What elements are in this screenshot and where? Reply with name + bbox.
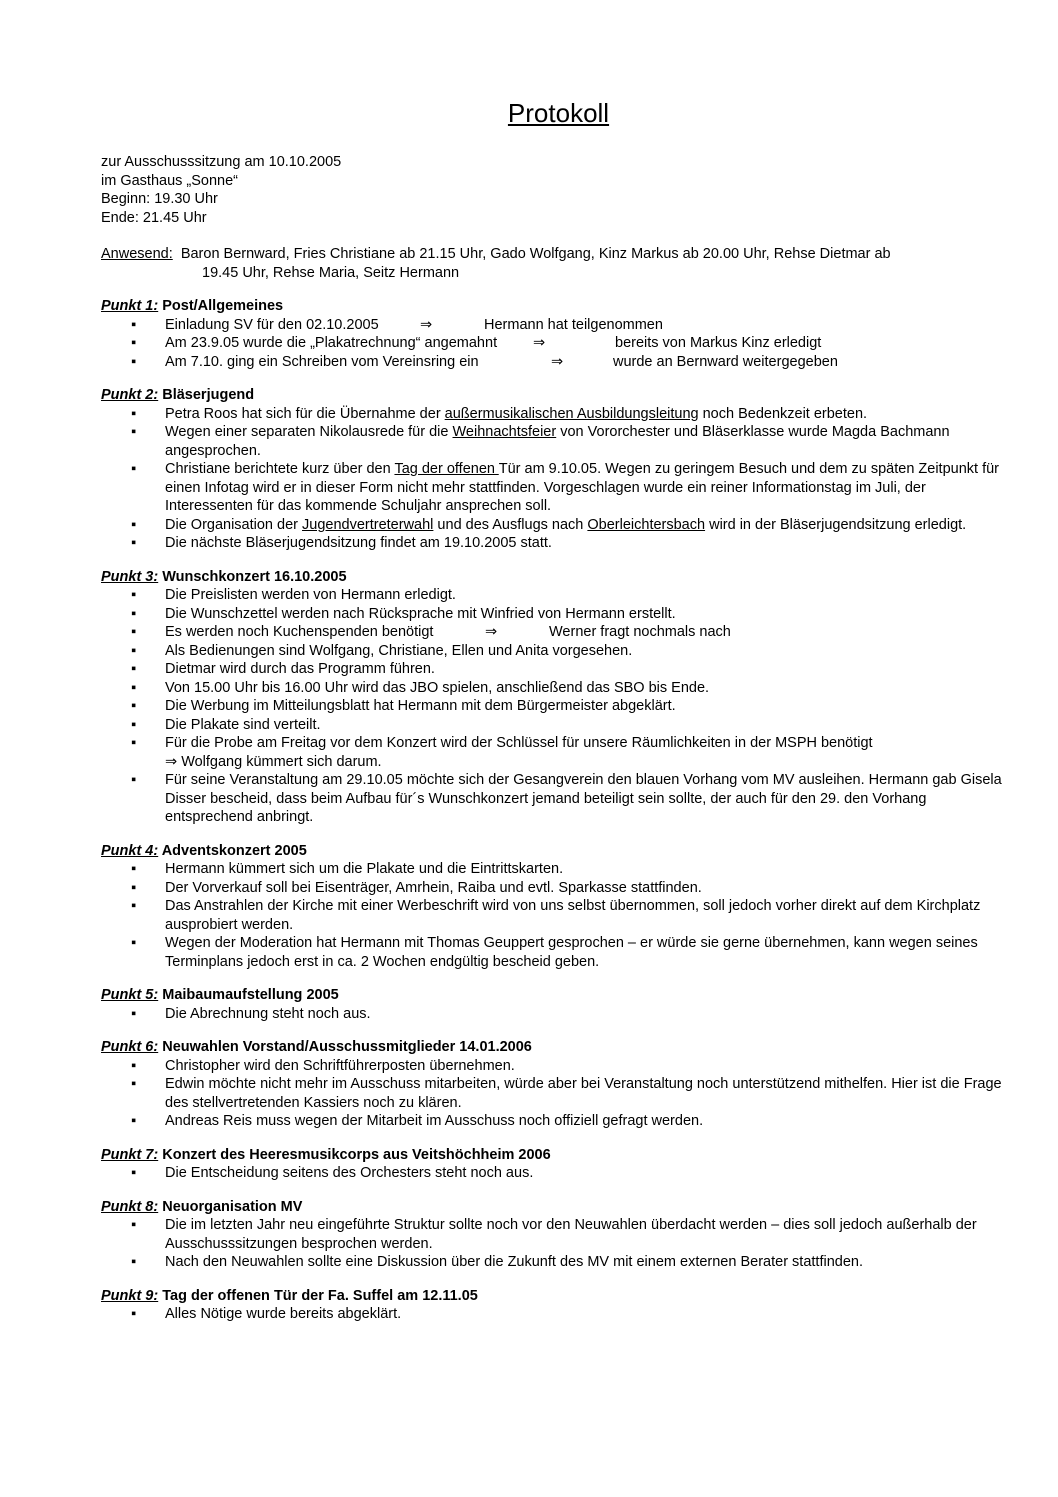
- bullet-icon: ▪: [131, 1217, 137, 1233]
- bullet-icon: ▪: [131, 516, 137, 533]
- meeting-info: [101, 153, 1016, 227]
- arrow-icon: ⇒: [485, 624, 498, 640]
- arrow-icon: ⇒: [551, 353, 564, 370]
- list-item: ▪ Dietmar wird durch das Programm führen.: [131, 661, 435, 677]
- section-heading: [101, 986, 1016, 1005]
- list-item: ▪ Alles Nötige wurde bereits abgeklärt.: [131, 1306, 402, 1322]
- bullet-icon: ▪: [131, 642, 137, 659]
- bullet-icon: ▪: [131, 1113, 137, 1129]
- bullet-icon: ▪: [131, 935, 137, 951]
- attendees: [101, 245, 1016, 282]
- bullet-icon: ▪: [131, 661, 137, 677]
- list-item: ▪ Die nächste Bläserjugendsitzung findet am 19.10.2005 statt.: [131, 535, 552, 551]
- list-item: ▪ Einladung SV für den 02.10.2005 ⇒ Hermann hat teilgenommen: [131, 316, 663, 333]
- list-item: ▪ Als Bedienungen sind Wolfgang, Christiane, Ellen und Anita vorgesehen.: [131, 642, 633, 659]
- section-heading: [101, 297, 1016, 316]
- bullet-icon: ▪: [131, 735, 137, 751]
- list-item: ▪ Für seine Veranstaltung am 29.10.05 möchte sich der Gesangverein den blauen Vorhang vom MV ausleihen. Hermann gab Gisela Disser bescheid, dass beim Aufbau für´s Wunschkonzert jemand beteiligt sein sollte, der auch für den 29. den Vorhang entsprechend anbringt.: [131, 772, 1002, 825]
- document-page: [101, 98, 1016, 1324]
- section-number: Punkt 1:: [101, 298, 159, 314]
- section-title: Neuwahlen Vorstand/Ausschussmitglieder 14.01.2006: [162, 1039, 532, 1055]
- section-number: Punkt 7:: [101, 1146, 159, 1163]
- section-title: Konzert des Heeresmusikcorps aus Veitshöchheim 2006: [162, 1146, 551, 1163]
- bullet-icon: ▪: [131, 879, 137, 896]
- bullet-icon: ▪: [131, 1254, 137, 1270]
- list-item: ▪ Die im letzten Jahr neu eingeführte Struktur sollte noch vor den Neuwahlen überdacht werden – dies soll jedoch außerhalb der Ausschusssitzungen besprochen werden.: [131, 1217, 977, 1252]
- section-3: [101, 568, 1016, 827]
- section-title: Bläserjugend: [162, 387, 255, 403]
- list-item: ▪ Die Organisation der Jugendvertreterwahl und des Ausflugs nach Oberleichtersbach wird in der Bläserjugendsitzung erledigt.: [131, 516, 967, 533]
- bullet-icon: ▪: [131, 1165, 137, 1181]
- bullet-icon: ▪: [131, 1005, 137, 1022]
- section-title: Wunschkonzert 16.10.2005: [162, 568, 347, 585]
- attendees-row-1: [101, 245, 1016, 264]
- section-heading: [101, 1198, 1016, 1217]
- list-item: ▪ Die Werbung im Mitteilungsblatt hat Hermann mit dem Bürgermeister abgeklärt.: [131, 698, 676, 714]
- bullet-icon: ▪: [131, 898, 137, 914]
- section-7: [101, 1146, 1016, 1183]
- section-title: Post/Allgemeines: [162, 298, 284, 314]
- list-item: ▪ Es werden noch Kuchenspenden benötigt ⇒ Werner fragt nochmals nach: [131, 624, 731, 640]
- list-item: ▪ Nach den Neuwahlen sollte eine Diskussion über die Zukunft des MV mit einem externen Berater stattfinden.: [131, 1254, 863, 1270]
- section-heading: [101, 1038, 1016, 1057]
- bullet-icon: ▪: [131, 679, 137, 696]
- list-item: ▪ Wegen einer separaten Nikolausrede für die Weihnachtsfeier von Vororchester und Bläserklasse wurde Magda Bachmann angesprochen.: [131, 424, 950, 459]
- meeting-location: im Gasthaus „Sonne“: [101, 172, 239, 189]
- attendees-list-1: Baron Bernward, Fries Christiane ab 21.15 Uhr, Gado Wolfgang, Kinz Markus ab 20.00 Uhr, Rehse Dietmar ab: [180, 246, 891, 262]
- section-number: Punkt 2:: [101, 387, 159, 403]
- section-heading: [101, 1287, 1016, 1306]
- section-number: Punkt 8:: [101, 1198, 159, 1215]
- list-item: ▪ Die Plakate sind verteilt.: [131, 716, 321, 733]
- section-title: Adventskonzert 2005: [161, 842, 307, 859]
- bullet-icon: ▪: [131, 316, 137, 333]
- bullet-icon: ▪: [131, 716, 137, 733]
- bullet-icon: ▪: [131, 535, 137, 551]
- list-item: ▪ Von 15.00 Uhr bis 16.00 Uhr wird das JBO spielen, anschließend das SBO bis Ende.: [131, 679, 710, 696]
- list-item: ▪ Die Entscheidung seitens des Orchesters steht noch aus.: [131, 1165, 534, 1181]
- section-number: Punkt 5:: [101, 987, 159, 1003]
- section-9: [101, 1287, 1016, 1324]
- list-item: ▪ Hermann kümmert sich um die Plakate und die Eintrittskarten.: [131, 861, 564, 877]
- list-item: ▪ Christiane berichtete kurz über den Tag der offenen Tür am 9.10.05. Wegen zu geringem Besuch und dem zu späten Zeitpunkt für einen Infotag wird er in dieser Form nicht mehr stattfinden. Vorgeschlagen wurde ein reiner Informationstag im Juli, der Interessenten für das kommende Schuljahr ansprechen soll.: [131, 461, 999, 514]
- bullet-icon: ▪: [131, 698, 137, 714]
- bullet-icon: ▪: [131, 1057, 137, 1074]
- bullet-icon: ▪: [131, 461, 137, 477]
- list-item: ▪ Die Preislisten werden von Hermann erledigt.: [131, 587, 456, 603]
- arrow-icon: ⇒: [165, 753, 178, 770]
- bullet-icon: ▪: [131, 1076, 137, 1092]
- section-1: [101, 297, 1016, 371]
- bullet-icon: ▪: [131, 353, 137, 370]
- section-4: [101, 842, 1016, 972]
- section-heading: [101, 568, 1016, 587]
- list-item: ▪ Das Anstrahlen der Kirche mit einer Werbeschrift wird von uns selbst übernommen, soll jedoch vorher direkt auf dem Kirchplatz ausprobiert werden.: [131, 898, 981, 933]
- section-heading: [101, 1146, 1016, 1165]
- list-item: ▪ Die Abrechnung steht noch aus.: [131, 1005, 371, 1022]
- bullet-icon: ▪: [131, 772, 137, 788]
- section-8: [101, 1198, 1016, 1272]
- section-heading: [101, 386, 1016, 405]
- list-item: ▪ Wegen der Moderation hat Hermann mit Thomas Geuppert gesprochen – er würde sie gerne übernehmen, kann wegen seines Terminplans jedoch erst in ca. 2 Wochen endgültig bescheid geben.: [131, 935, 978, 970]
- list-item: ▪ Christopher wird den Schriftführerposten übernehmen.: [131, 1057, 515, 1074]
- list-item: ▪ Für die Probe am Freitag vor dem Konzert wird der Schlüssel für unsere Räumlichkeiten in der MSPH benötigt ⇒ Wolfgang kümmert sich darum.: [131, 735, 873, 770]
- list-item: ▪ Petra Roos hat sich für die Übernahme der außermusikalischen Ausbildungsleitung noch Bedenkzeit erbeten.: [131, 405, 868, 422]
- attendees-label: Anwesend:: [101, 246, 173, 262]
- list-item: ▪ Edwin möchte nicht mehr im Ausschuss mitarbeiten, würde aber bei Veranstaltung noch unterstützend mithelfen. Hier ist die Frage des stellvertretenden Kassiers noch zu klären.: [131, 1076, 1002, 1111]
- section-number: Punkt 4:: [101, 842, 159, 859]
- section-2: [101, 386, 1016, 553]
- section-title: Neuorganisation MV: [162, 1198, 303, 1215]
- list-item: ▪ Der Vorverkauf soll bei Eisenträger, Amrhein, Raiba und evtl. Sparkasse stattfinden.: [131, 879, 702, 896]
- section-number: Punkt 6:: [101, 1039, 159, 1055]
- list-item: ▪ Am 7.10. ging ein Schreiben vom Vereinsring ein ⇒ wurde an Bernward weitergegeben: [131, 353, 838, 370]
- section-number: Punkt 9:: [101, 1287, 159, 1304]
- arrow-icon: ⇒: [420, 316, 433, 333]
- list-item: ▪ Die Wunschzettel werden nach Rücksprache mit Winfried von Hermann erstellt.: [131, 605, 676, 622]
- bullet-icon: ▪: [131, 861, 137, 877]
- meeting-end: Ende: 21.45 Uhr: [101, 209, 207, 226]
- meeting-date: zur Ausschusssitzung am 10.10.2005: [101, 154, 342, 170]
- list-item: ▪ Andreas Reis muss wegen der Mitarbeit im Ausschuss noch offiziell gefragt werden.: [131, 1113, 704, 1129]
- bullet-icon: ▪: [131, 424, 137, 440]
- bullet-icon: ▪: [131, 335, 137, 351]
- section-heading: [101, 842, 1016, 861]
- bullet-icon: ▪: [131, 405, 137, 422]
- section-number: Punkt 3:: [101, 568, 159, 585]
- arrow-icon: ⇒: [533, 335, 546, 351]
- bullet-icon: ▪: [131, 1306, 137, 1322]
- section-6: [101, 1038, 1016, 1131]
- section-title: Maibaumaufstellung 2005: [162, 987, 339, 1003]
- bullet-icon: ▪: [131, 587, 137, 603]
- list-item: ▪ Am 23.9.05 wurde die „Plakatrechnung“ angemahnt ⇒ bereits von Markus Kinz erledigt: [131, 335, 822, 351]
- attendees-list-2: 19.45 Uhr, Rehse Maria, Seitz Hermann: [202, 264, 460, 281]
- section-5: [101, 986, 1016, 1023]
- section-title: Tag der offenen Tür der Fa. Suffel am 12.11.05: [162, 1287, 478, 1304]
- page-title: Protokoll: [507, 98, 610, 128]
- bullet-icon: ▪: [131, 624, 137, 640]
- bullet-icon: ▪: [131, 605, 137, 622]
- meeting-start: Beginn: 19.30 Uhr: [101, 191, 218, 207]
